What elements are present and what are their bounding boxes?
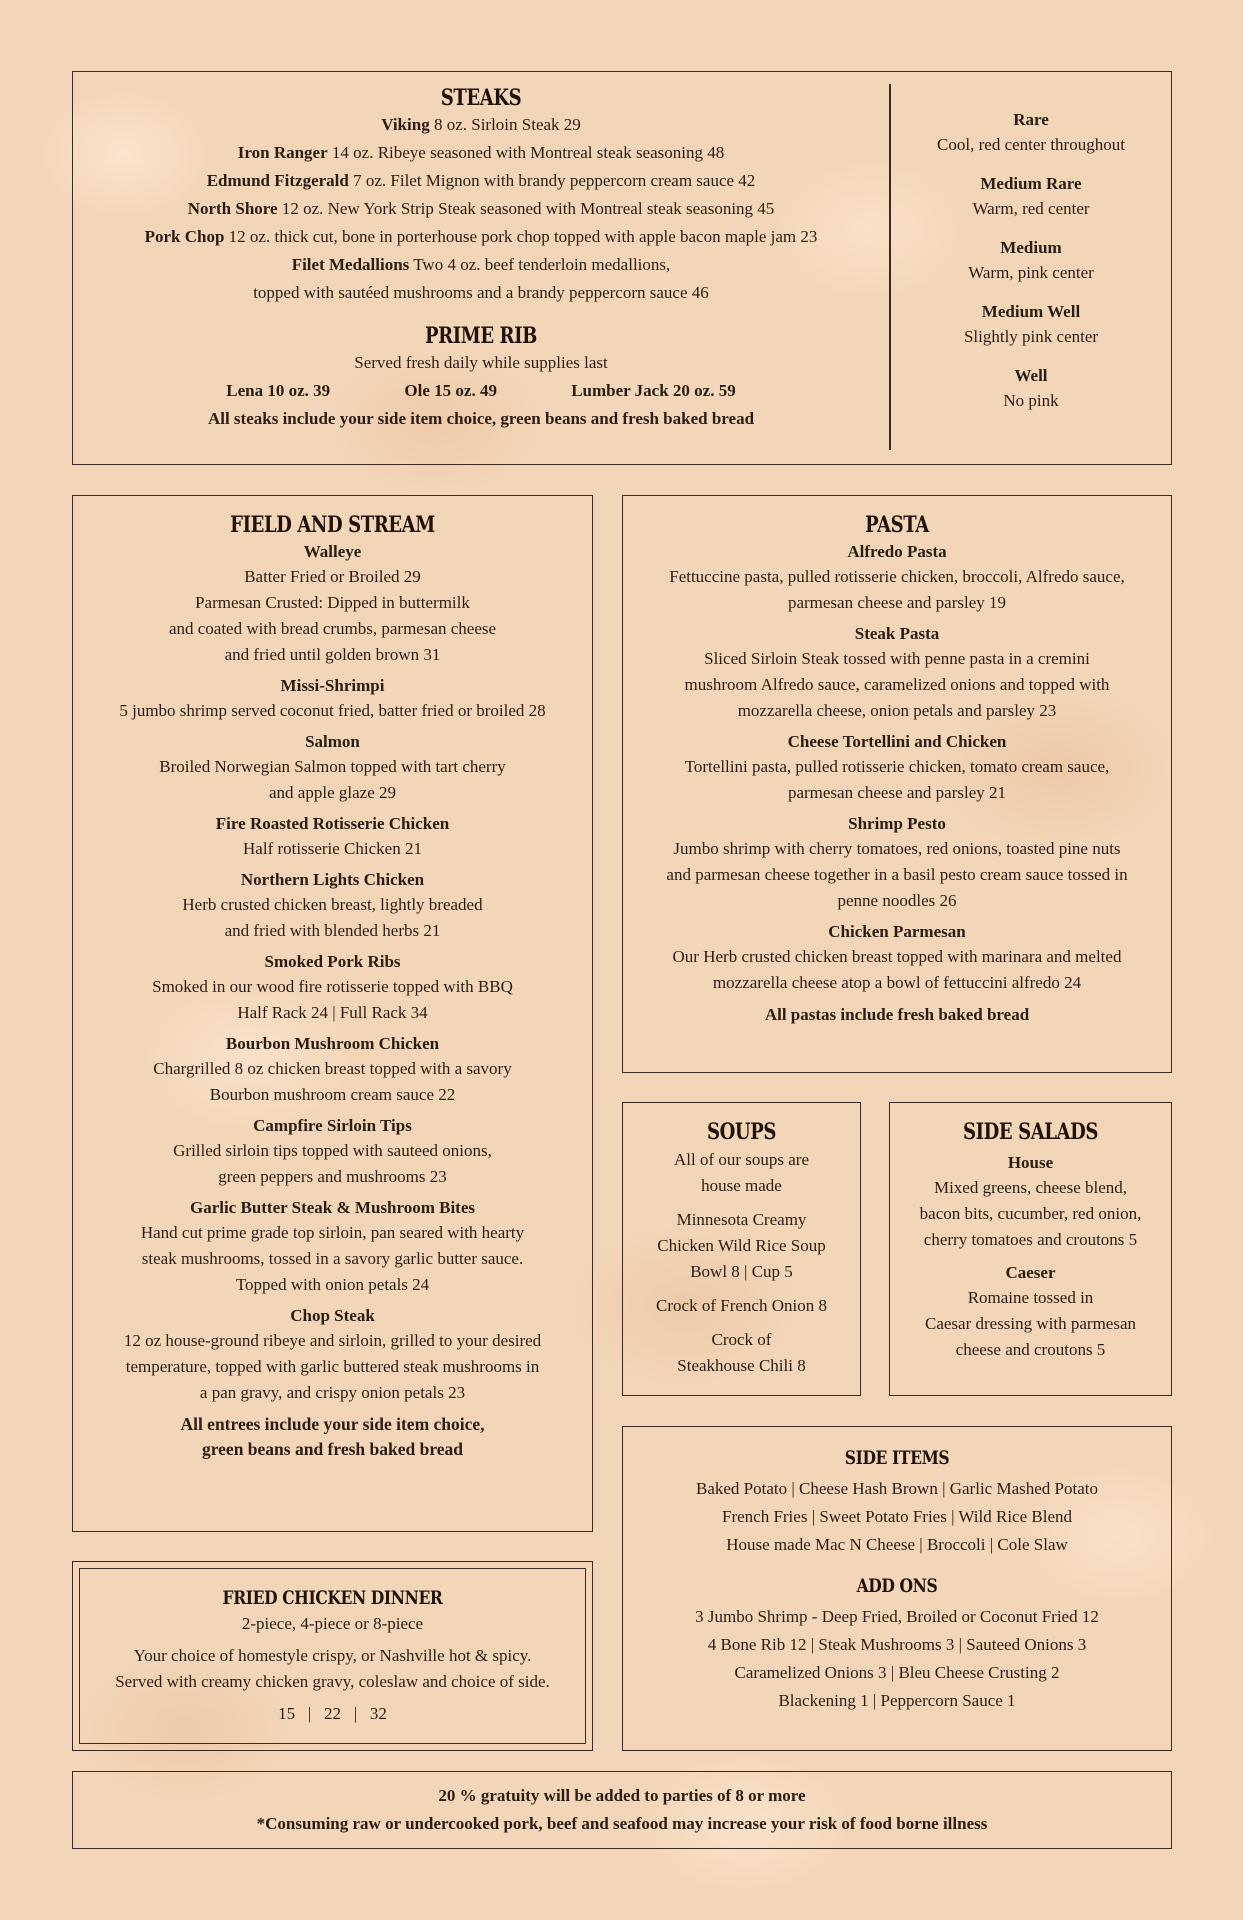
- salad-desc: Caesar dressing with parmesan: [924, 1314, 1137, 1333]
- menu-item-desc: and apple glaze 29: [269, 783, 396, 802]
- side-salads-section: [889, 1102, 1172, 1396]
- steak-desc: 12 oz. thick cut, bone in porterhouse pork chop topped with apple bacon maple jam 23: [224, 227, 818, 246]
- add-ons-line: Blackening 1 | Peppercorn Sauce 1: [778, 1691, 1016, 1710]
- menu-item-name: Walleye: [303, 542, 362, 561]
- prime-rib-size: Lena 10 oz. 39: [226, 381, 331, 400]
- salad-name: House: [1007, 1153, 1054, 1172]
- temp-desc: Cool, red center throughout: [937, 135, 1125, 154]
- prime-rib-subtitle: Served fresh daily while supplies last: [354, 353, 608, 372]
- soups-section: [622, 1102, 861, 1396]
- steaks-note: All steaks include your side item choice, green beans and fresh baked bread: [207, 409, 755, 428]
- menu-item-name: Shrimp Pesto: [848, 814, 946, 833]
- temp-desc: Warm, pink center: [968, 263, 1094, 282]
- side-items-line: House made Mac N Cheese | Broccoli | Cole Slaw: [726, 1535, 1068, 1554]
- side-items-line: Baked Potato | Cheese Hash Brown | Garlic Mashed Potato: [696, 1479, 1098, 1498]
- steaks-section: [72, 71, 1172, 465]
- side-items-section: [622, 1426, 1172, 1751]
- filet-line2: topped with sautéed mushrooms and a brandy peppercorn sauce 46: [253, 283, 709, 302]
- menu-item-desc: Fettuccine pasta, pulled rotisserie chicken, broccoli, Alfredo sauce,: [669, 567, 1125, 586]
- temp-desc: Slightly pink center: [963, 327, 1099, 346]
- prime-rib-size: Ole 15 oz. 49: [404, 381, 497, 400]
- menu-item-desc: Tortellini pasta, pulled rotisserie chicken, tomato cream sauce,: [684, 757, 1110, 776]
- menu-item-desc: mozzarella cheese, onion petals and parsley 23: [737, 701, 1057, 720]
- prime-rib-size: Lumber Jack 20 oz. 59: [571, 381, 736, 400]
- pasta-note: All pastas include fresh baked bread: [764, 1005, 1030, 1024]
- menu-item: [73, 674, 592, 724]
- temp-item: [891, 108, 1171, 158]
- gratuity-note: 20 % gratuity will be added to parties of 8 or more: [438, 1786, 806, 1805]
- fried-chicken-title: FRIED CHICKEN DINNER: [222, 1587, 443, 1609]
- menu-item: [73, 1114, 592, 1190]
- menu-item: [73, 1032, 592, 1108]
- menu-item-name: Alfredo Pasta: [847, 542, 947, 561]
- menu-item-desc: and coated with bread crumbs, parmesan cheese: [168, 619, 497, 638]
- menu-item: [623, 730, 1171, 806]
- steak-name: Viking: [381, 115, 430, 134]
- menu-item: [73, 1304, 592, 1406]
- soup-line: Crock of: [711, 1330, 772, 1349]
- add-ons-line: 3 Jumbo Shrimp - Deep Fried, Broiled or Coconut Fried 12: [695, 1607, 1099, 1626]
- fried-chicken-pieces: 2-piece, 4-piece or 8-piece: [241, 1614, 424, 1633]
- add-ons-line: 4 Bone Rib 12 | Steak Mushrooms 3 | Sauteed Onions 3: [707, 1635, 1087, 1654]
- temp-item: [891, 236, 1171, 286]
- temp-desc: Warm, red center: [972, 199, 1090, 218]
- add-ons-line: Caramelized Onions 3 | Bleu Cheese Crusting 2: [734, 1663, 1060, 1682]
- field-note-line: All entrees include your side item choice,: [180, 1414, 485, 1434]
- soup-line: Chicken Wild Rice Soup: [657, 1236, 826, 1255]
- consumer-advisory: *Consuming raw or undercooked pork, beef and seafood may increase your risk of food borne illness: [256, 1814, 988, 1833]
- menu-item-name: Salmon: [305, 732, 360, 751]
- menu-item: [73, 1196, 592, 1298]
- menu-item-desc: Herb crusted chicken breast, lightly breaded: [182, 895, 483, 914]
- fried-chicken-prices: 15 | 22 | 32: [278, 1704, 387, 1723]
- menu-item-desc: parmesan cheese and parsley 19: [787, 593, 1007, 612]
- menu-item-desc: Half rotisserie Chicken 21: [243, 839, 422, 858]
- steak-desc: 7 oz. Filet Mignon with brandy peppercorn cream sauce 42: [348, 171, 756, 190]
- soup-line: Crock of French Onion 8: [656, 1296, 827, 1315]
- steak-desc: 14 oz. Ribeye seasoned with Montreal steak seasoning 48: [327, 143, 725, 162]
- menu-item-name: Fire Roasted Rotisserie Chicken: [215, 814, 450, 833]
- menu-item-desc: Topped with onion petals 24: [235, 1275, 430, 1294]
- menu-item-name: Steak Pasta: [854, 624, 940, 643]
- soups-intro: All of our soups are: [673, 1150, 810, 1169]
- fried-chicken-desc: Your choice of homestyle crispy, or Nashville hot & spicy.: [133, 1646, 532, 1665]
- menu-item-desc: Batter Fried or Broiled 29: [244, 567, 421, 586]
- menu-item: [73, 730, 592, 806]
- pasta-title: PASTA: [865, 512, 929, 538]
- menu-item: [623, 812, 1171, 914]
- menu-item-desc: Smoked in our wood fire rotisserie topped with BBQ: [152, 977, 513, 996]
- field-and-stream-section: [72, 495, 593, 1532]
- menu-item-name: Campfire Sirloin Tips: [253, 1116, 412, 1135]
- pasta-section: [622, 495, 1172, 1073]
- steak-desc: 8 oz. Sirloin Steak 29: [429, 115, 581, 134]
- temp-name: Medium Well: [981, 302, 1081, 321]
- salad-desc: cherry tomatoes and croutons 5: [923, 1230, 1138, 1249]
- salad-desc: Romaine tossed in: [967, 1288, 1094, 1307]
- temp-item: [891, 300, 1171, 350]
- menu-item-desc: steak mushrooms, tossed in a savory garlic butter sauce.: [141, 1249, 524, 1268]
- menu-item-name: Missi-Shrimpi: [280, 676, 385, 695]
- steak-name: North Shore: [187, 199, 278, 218]
- steak-desc: Two 4 oz. beef tenderloin medallions,: [409, 255, 671, 274]
- menu-item-desc: Hand cut prime grade top sirloin, pan seared with hearty: [140, 1223, 525, 1242]
- temp-item: [891, 364, 1171, 414]
- menu-item-desc: temperature, topped with garlic buttered steak mushrooms in: [125, 1357, 540, 1376]
- soup-line: Bowl 8 | Cup 5: [690, 1262, 793, 1281]
- menu-item-desc: Broiled Norwegian Salmon topped with tart cherry: [159, 757, 506, 776]
- menu-item: [623, 920, 1171, 996]
- soups-title: SOUPS: [706, 1119, 777, 1145]
- temp-desc: No pink: [1003, 391, 1059, 410]
- menu-item: [73, 812, 592, 862]
- menu-item-name: Chicken Parmesan: [828, 922, 966, 941]
- fried-chicken-desc: Served with creamy chicken gravy, coleslaw and choice of side.: [115, 1672, 550, 1691]
- menu-item-desc: Sliced Sirloin Steak tossed with penne pasta in a cremini: [704, 649, 1090, 668]
- salad-desc: Mixed greens, cheese blend,: [933, 1178, 1128, 1197]
- steak-name: Filet Medallions: [291, 255, 410, 274]
- menu-item: [73, 868, 592, 944]
- fried-chicken-inner-border: [79, 1568, 586, 1744]
- menu-item: [73, 950, 592, 1026]
- salads-title: SIDE SALADS: [962, 1119, 1099, 1145]
- steaks-title: STEAKS: [440, 85, 522, 111]
- salad-desc: cheese and croutons 5: [955, 1340, 1106, 1359]
- prime-rib-sizes: [73, 378, 889, 404]
- soup-line: Steakhouse Chili 8: [677, 1356, 806, 1375]
- menu-item-desc: and parmesan cheese together in a basil pesto cream sauce tossed in: [666, 865, 1128, 884]
- add-ons-title: ADD ONS: [856, 1575, 938, 1597]
- pasta-items: [623, 540, 1171, 996]
- salad-name: Caeser: [1005, 1263, 1056, 1282]
- menu-item-desc: and fried until golden brown 31: [224, 645, 441, 664]
- menu-item-desc: Bourbon mushroom cream sauce 22: [209, 1085, 456, 1104]
- steaks-main: [73, 84, 889, 432]
- menu-item-desc: 5 jumbo shrimp served coconut fried, batter fried or broiled 28: [119, 701, 546, 720]
- menu-item-desc: 12 oz house-ground ribeye and sirloin, grilled to your desired: [123, 1331, 542, 1350]
- temp-name: Medium Rare: [980, 174, 1082, 193]
- menu-item-name: Northern Lights Chicken: [240, 870, 425, 889]
- menu-item-desc: Chargrilled 8 oz chicken breast topped with a savory: [153, 1059, 512, 1078]
- side-items-title: SIDE ITEMS: [844, 1447, 950, 1469]
- menu-item: [623, 540, 1171, 616]
- temp-item: [891, 172, 1171, 222]
- menu-item-desc: and fried with blended herbs 21: [224, 921, 441, 940]
- salad-desc: bacon bits, cucumber, red onion,: [919, 1204, 1142, 1223]
- steak-name: Edmund Fitzgerald: [206, 171, 349, 190]
- soups-intro: house made: [701, 1176, 782, 1195]
- menu-item-desc: mushroom Alfredo sauce, caramelized onions and topped with: [684, 675, 1110, 694]
- menu-item-desc: mozzarella cheese atop a bowl of fettuccini alfredo 24: [712, 973, 1082, 992]
- menu-item-desc: Parmesan Crusted: Dipped in buttermilk: [195, 593, 470, 612]
- soup-line: Minnesota Creamy: [676, 1210, 807, 1229]
- menu-item-desc: parmesan cheese and parsley 21: [787, 783, 1007, 802]
- menu-item-name: Smoked Pork Ribs: [264, 952, 401, 971]
- menu-item-name: Garlic Butter Steak & Mushroom Bites: [189, 1198, 476, 1217]
- steak-name: Pork Chop: [144, 227, 225, 246]
- field-note: [73, 1412, 592, 1462]
- menu-item-name: Chop Steak: [290, 1306, 375, 1325]
- temperature-guide: [891, 108, 1171, 414]
- menu-item-name: Bourbon Mushroom Chicken: [225, 1034, 440, 1053]
- menu-item-desc: green peppers and mushrooms 23: [218, 1167, 447, 1186]
- menu-item-desc: Jumbo shrimp with cherry tomatoes, red onions, toasted pine nuts: [673, 839, 1121, 858]
- fried-chicken-section: [72, 1561, 593, 1751]
- side-items-line: French Fries | Sweet Potato Fries | Wild Rice Blend: [721, 1507, 1073, 1526]
- temp-name: Rare: [1013, 110, 1049, 129]
- field-title: FIELD AND STREAM: [230, 512, 435, 538]
- menu-item-name: Cheese Tortellini and Chicken: [787, 732, 1007, 751]
- field-note-line: green beans and fresh baked bread: [201, 1439, 464, 1459]
- steak-desc: 12 oz. New York Strip Steak seasoned with Montreal steak seasoning 45: [277, 199, 775, 218]
- menu-item: [73, 540, 592, 668]
- menu-item-desc: Half Rack 24 | Full Rack 34: [237, 1003, 428, 1022]
- footer-notice: [72, 1771, 1172, 1849]
- field-items: [73, 540, 592, 1406]
- menu-item-desc: Grilled sirloin tips topped with sauteed onions,: [173, 1141, 492, 1160]
- temp-name: Well: [1014, 366, 1048, 385]
- menu-item: [623, 622, 1171, 724]
- prime-rib-title: PRIME RIB: [424, 323, 537, 349]
- menu-item-desc: a pan gravy, and crispy onion petals 23: [199, 1383, 466, 1402]
- steak-name: Iron Ranger: [237, 143, 328, 162]
- menu-item-desc: Our Herb crusted chicken breast topped with marinara and melted: [672, 947, 1122, 966]
- temp-name: Medium: [1000, 238, 1062, 257]
- menu-item-desc: penne noodles 26: [837, 891, 957, 910]
